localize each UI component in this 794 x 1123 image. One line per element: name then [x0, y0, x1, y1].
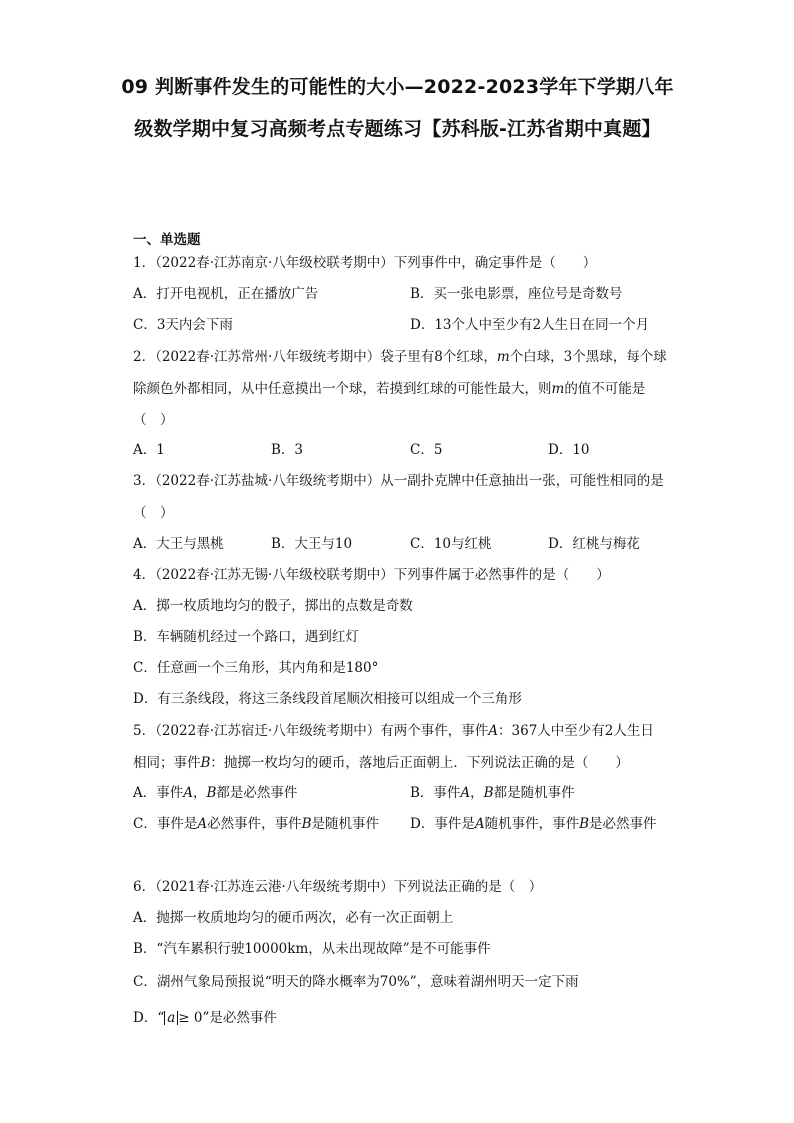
question-2-options: [133, 435, 667, 466]
question-5-option-b: B．事件A，B都是随机事件: [410, 785, 575, 801]
question-5-options-row-1: [133, 778, 667, 809]
question-6-option-d: D．“ a ≥ 0”是必然事件: [133, 1010, 277, 1026]
question-3-options: [133, 529, 667, 560]
question-1-options-row-2: [133, 310, 667, 341]
question-5-option-d: D．事件是A随机事件，事件B是必然事件: [410, 816, 657, 832]
question-2-option-d: D．10: [548, 442, 590, 458]
question-6-option-c: C．湖州气象局预报说“明天的降水概率为70%”，意味着湖州明天一定下雨: [133, 974, 579, 990]
question-4-option-d: D．有三条线段，将这三条线段首尾顺次相接可以组成一个三角形: [133, 691, 522, 707]
question-3-stem: 3．（2022春·江苏盐城·八年级统考期中）从一副扑克牌中任意抽出一张，可能性相同的是（ ）: [133, 473, 664, 521]
question-5-option-a: A．事件A，B都是必然事件: [133, 785, 298, 801]
question-1-option-d: D．13个人中至少有2人生日在同一个月: [410, 317, 650, 333]
abs-value-a: a: [164, 1011, 178, 1025]
question-4-option-a: A．掷一枚质地均匀的骰子，掷出的点数是奇数: [133, 598, 413, 614]
question-6-stem: 6．（2021春·江苏连云港·八年级统考期中）下列说法正确的是（ ）: [133, 879, 543, 895]
question-6-option-a: A．抛掷一枚质地均匀的硬币两次，必有一次正面朝上: [133, 910, 454, 926]
question-6-option-b: B．“汽车累积行驶10000km，从未出现故障”是不可能事件: [133, 941, 491, 957]
question-3-option-a: A．大王与黑桃: [133, 536, 224, 552]
question-5-option-c: C．事件是A必然事件，事件B是随机事件: [133, 816, 380, 832]
question-4-option-b: B．车辆随机经过一个路口，遇到红灯: [133, 629, 359, 645]
question-1-option-b: B．买一张电影票，座位号是奇数号: [410, 286, 623, 302]
question-2-option-b: B．3: [271, 442, 304, 458]
question-1-options-row-1: [133, 279, 667, 310]
question-4-stem: 4．（2022春·江苏无锡·八年级校联考期中）下列事件属于必然事件的是（ ）: [133, 567, 610, 583]
question-3-option-d: D．红桃与梅花: [548, 536, 640, 552]
question-3-option-c: C．10与红桃: [410, 536, 492, 552]
question-4-option-c: C．任意画一个三角形，其内角和是180°: [133, 660, 379, 676]
question-2-stem: 2．（2022春·江苏常州·八年级统考期中）袋子里有8个红球，m个白球，3个黑球，每个球除颜色外都相同，从中任意摸出一个球，若摸到红球的可能性最大，则m的值不可能是（ ）: [133, 349, 667, 428]
question-2-option-c: C．5: [410, 442, 443, 458]
document-title: 09 判断事件发生的可能性的大小—2022-2023学年下学期八年级数学期中复习高频考点专题练习【苏科版-江苏省期中真题】: [121, 76, 674, 140]
question-3-option-b: B．大王与10: [271, 536, 353, 552]
question-1-stem: 1．（2022春·江苏南京·八年级校联考期中）下列事件中，确定事件是（ ）: [133, 255, 597, 271]
section-heading: 一、单选题: [133, 232, 201, 248]
question-5-stem: 5．（2022春·江苏宿迁·八年级统考期中）有两个事件，事件A：367人中至少有2人生日相同；事件B：抛掷一枚均匀的硬币，落地后正面朝上．下列说法正确的是（ ）: [133, 723, 654, 771]
question-2-option-a: A．1: [133, 442, 165, 458]
question-1-option-c: C．3天内会下雨: [133, 317, 233, 333]
question-1-option-a: A．打开电视机，正在播放广告: [133, 286, 319, 302]
